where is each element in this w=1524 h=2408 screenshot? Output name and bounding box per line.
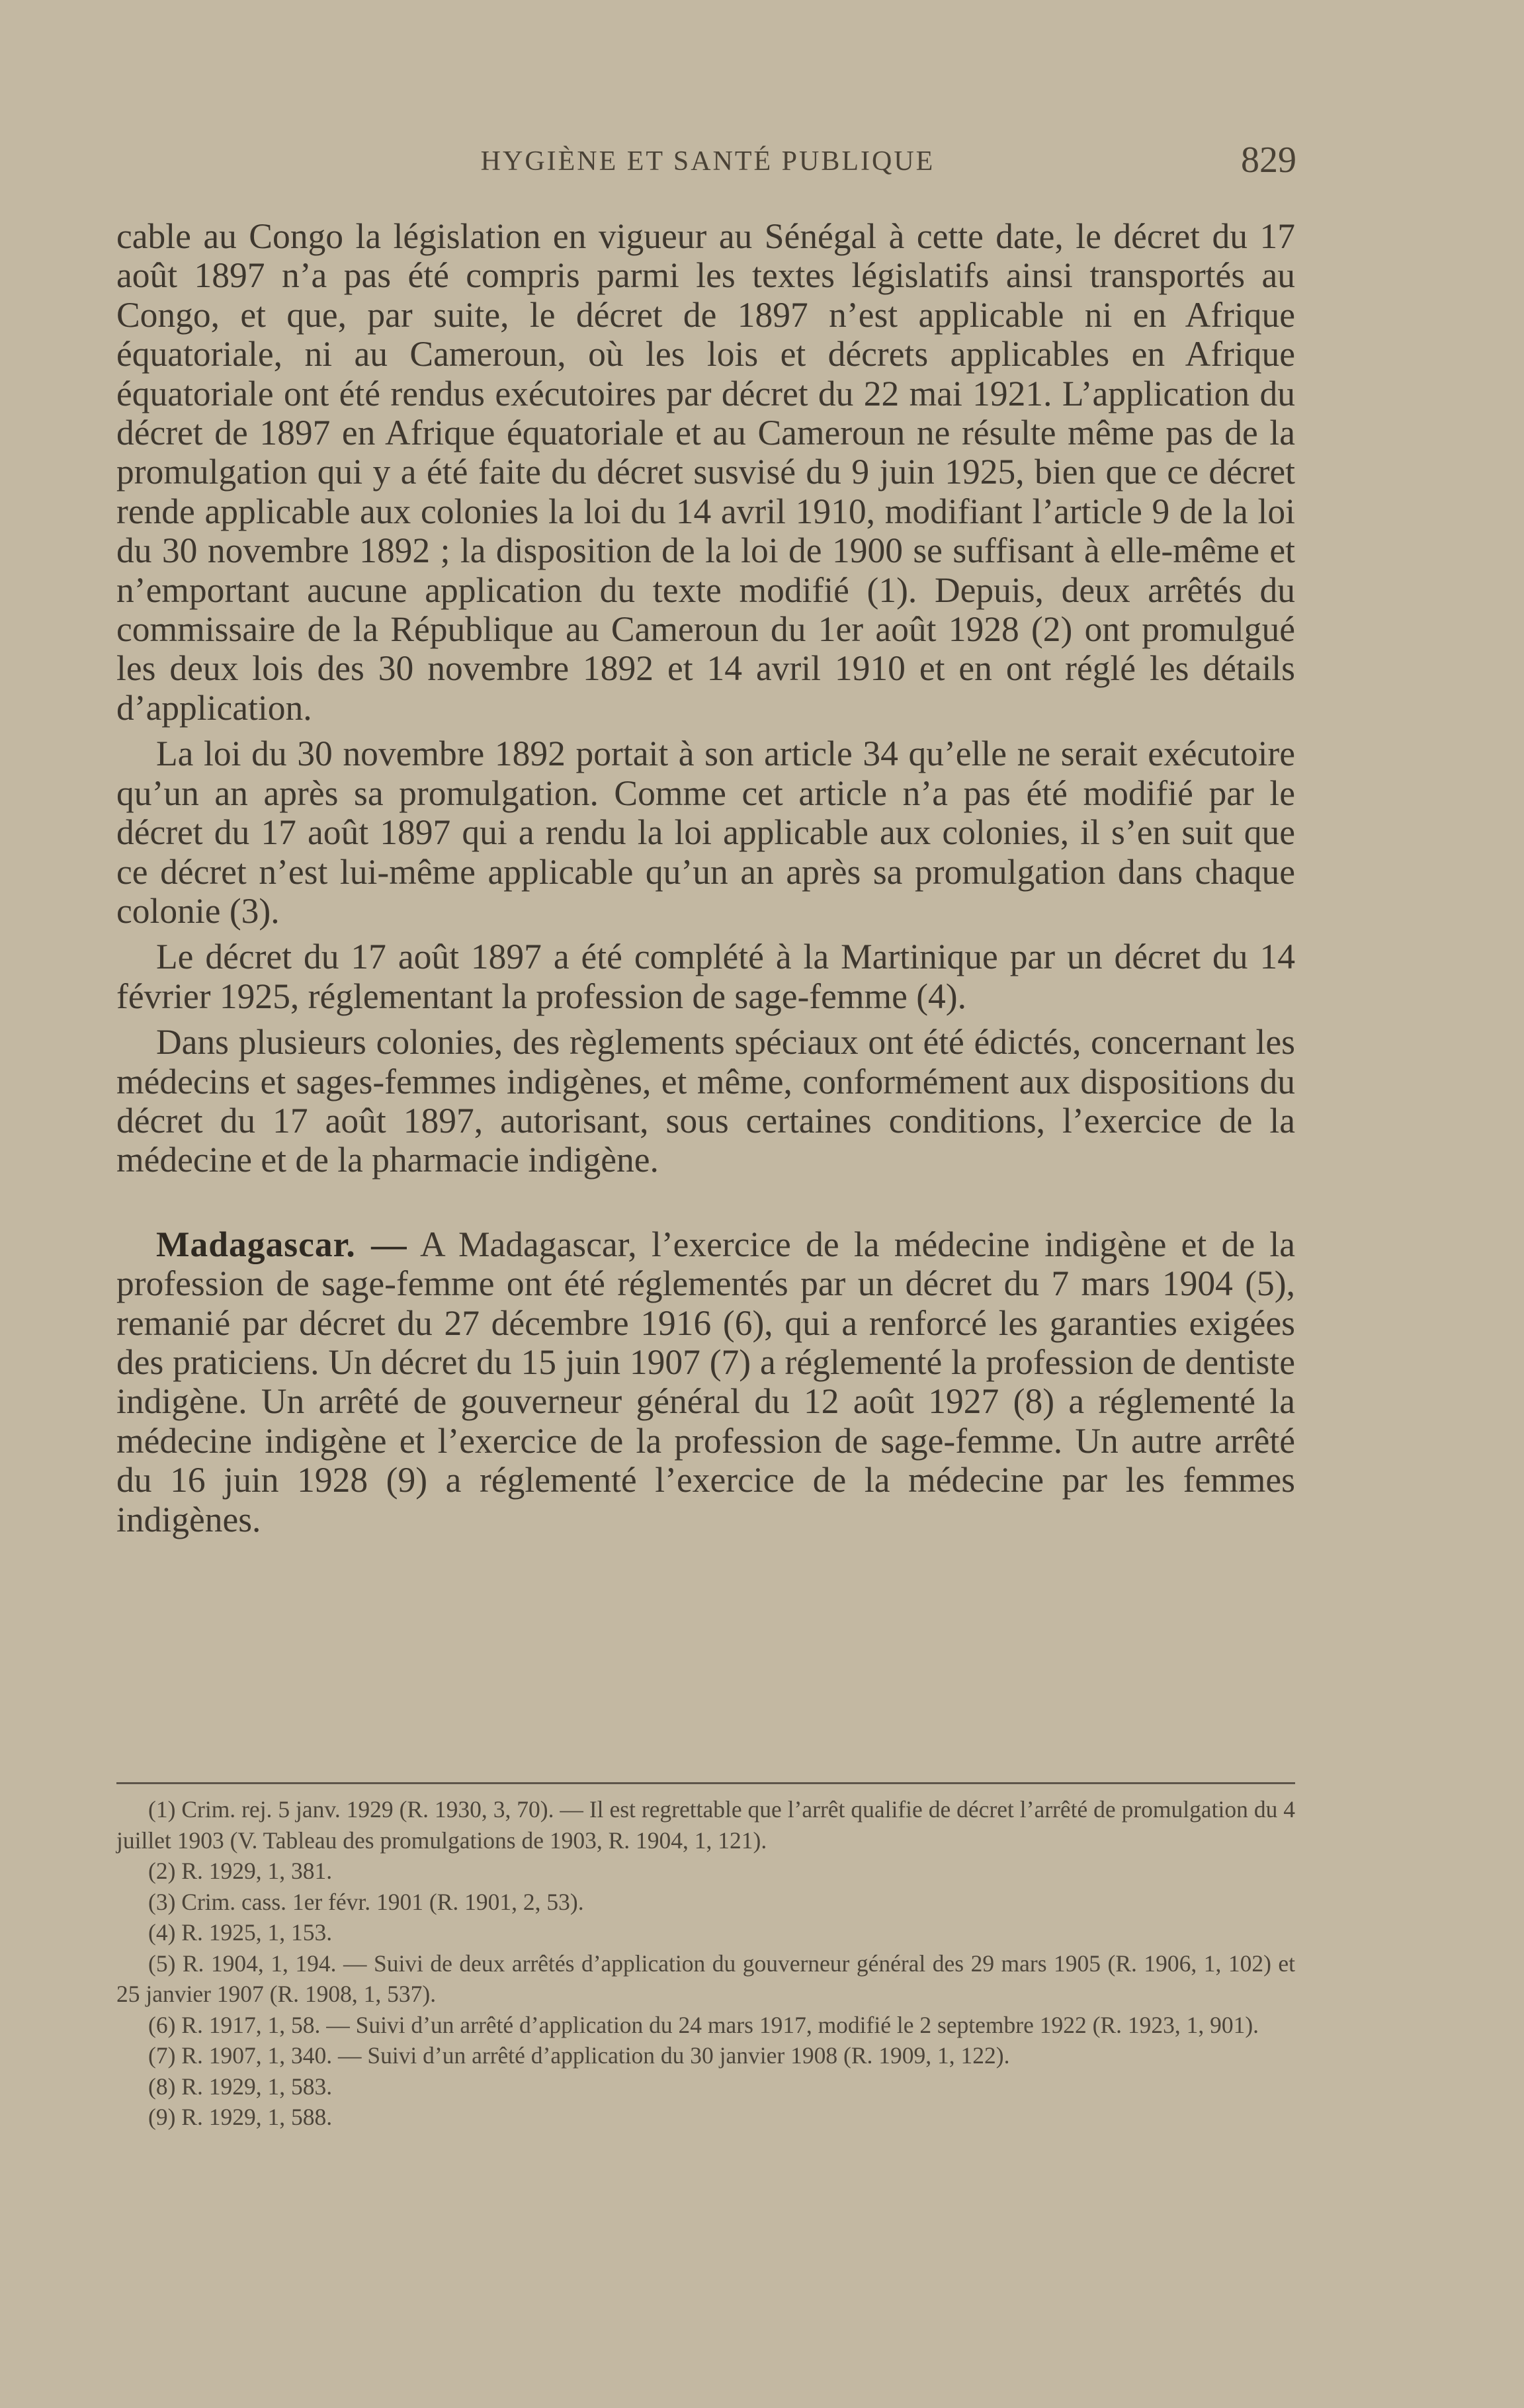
- footnote: (9) R. 1929, 1, 588.: [148, 2104, 333, 2130]
- paragraph: Dans plusieurs colonies, des règlements spéciaux ont été édictés, concernant les médecins et sages-femmes indigènes, et même, conformément aux dispositions du décret du 17 août 1897, autorisant, sous certaines conditions, l’exercice de la médecine et de la pharmacie indigène.: [116, 1022, 1295, 1180]
- footnote: (2) R. 1929, 1, 381.: [148, 1858, 333, 1884]
- page-number: 829: [1241, 140, 1296, 181]
- footnote: (1) Crim. rej. 5 janv. 1929 (R. 1930, 3, 70). — Il est regrettable que l’arrêt qualifie de décret l’arrêté de promulgation du 4 juillet 1903 (V. Tableau des promulgations de 1903, R. 1904, 1, 121).: [116, 1796, 1295, 1854]
- footnotes: [116, 1794, 1295, 2133]
- running-title: HYGIÈNE ET SANTÉ PUBLIQUE: [480, 146, 935, 177]
- section-heading: Madagascar. —: [156, 1224, 407, 1264]
- section-madagascar: [116, 1225, 1295, 1539]
- paragraph: La loi du 30 novembre 1892 portait à son article 34 qu’elle ne serait exécutoire qu’un an après sa promulgation. Comme cet article n’a pas été modifié par le décret du 17 août 1897 qui a rendu la loi applicable aux colonies, il s’en suit que ce décret n’est lui-même applicable qu’un an après sa promulgation dans chaque colonie (3).: [116, 734, 1295, 931]
- footnote: (7) R. 1907, 1, 340. — Suivi d’un arrêté d’application du 30 janvier 1908 (R. 1909, 1, 122).: [148, 2042, 1010, 2069]
- footnote: (4) R. 1925, 1, 153.: [148, 1919, 333, 1946]
- main-text: [116, 217, 1295, 1546]
- footnote: (8) R. 1929, 1, 583.: [148, 2073, 333, 2100]
- page-header: [0, 139, 1524, 192]
- section-text: A Madagascar, l’exercice de la médecine indigène et de la profession de sage-femme ont été réglementés par un décret du 7 mars 1904 (5), remanié par décret du 27 décembre 1916 (6), qui a renforcé les garanties exigées des praticiens. Un décret du 15 juin 1907 (7) a réglementé la profession de dentiste indigène. Un arrêté de gouverneur général du 12 août 1927 (8) a réglementé la médecine indigène et l’exercice de la profession de sage-femme. Un autre arrêté du 16 juin 1928 (9) a réglementé l’exercice de la médecine par les femmes indigènes.: [116, 1224, 1295, 1539]
- footnote-divider: [116, 1782, 1295, 1784]
- paragraph: Le décret du 17 août 1897 a été complété à la Martinique par un décret du 14 février 1925, réglementant la profession de sage-femme (4).: [116, 937, 1295, 1016]
- paragraph-continued: cable au Congo la législation en vigueur au Sénégal à cette date, le décret du 17 août 1897 n’a pas été compris parmi les textes législatifs ainsi transportés au Congo, et que, par suite, le décret de 1897 n’est applicable ni en Afrique équatoriale, ni au Cameroun, où les lois et décrets applicables en Afrique équatoriale ont été rendus exécutoires par décret du 22 mai 1921. L’application du décret de 1897 en Afrique équatoriale et au Cameroun ne résulte même pas de la promulgation qui y a été faite du décret susvisé du 9 juin 1925, bien que ce décret rende applicable aux colonies la loi du 14 avril 1910, modifiant l’article 9 de la loi du 30 novembre 1892 ; la disposition de la loi de 1900 se suffisant à elle-même et n’emportant aucune application du texte modifié (1). Depuis, deux arrêtés du commissaire de la République au Cameroun du 1er août 1928 (2) ont promulgué les deux lois des 30 novembre 1892 et 14 avril 1910 et en ont réglé les détails d’application.: [116, 216, 1295, 728]
- footnote: (5) R. 1904, 1, 194. — Suivi de deux arrêtés d’application du gouverneur général des 29 mars 1905 (R. 1906, 1, 102) et 25 janvier 1907 (R. 1908, 1, 537).: [116, 1950, 1295, 2007]
- footnote: (3) Crim. cass. 1er févr. 1901 (R. 1901, 2, 53).: [148, 1888, 584, 1915]
- footnote: (6) R. 1917, 1, 58. — Suivi d’un arrêté d’application du 24 mars 1917, modifié le 2 septembre 1922 (R. 1923, 1, 901).: [148, 2011, 1259, 2038]
